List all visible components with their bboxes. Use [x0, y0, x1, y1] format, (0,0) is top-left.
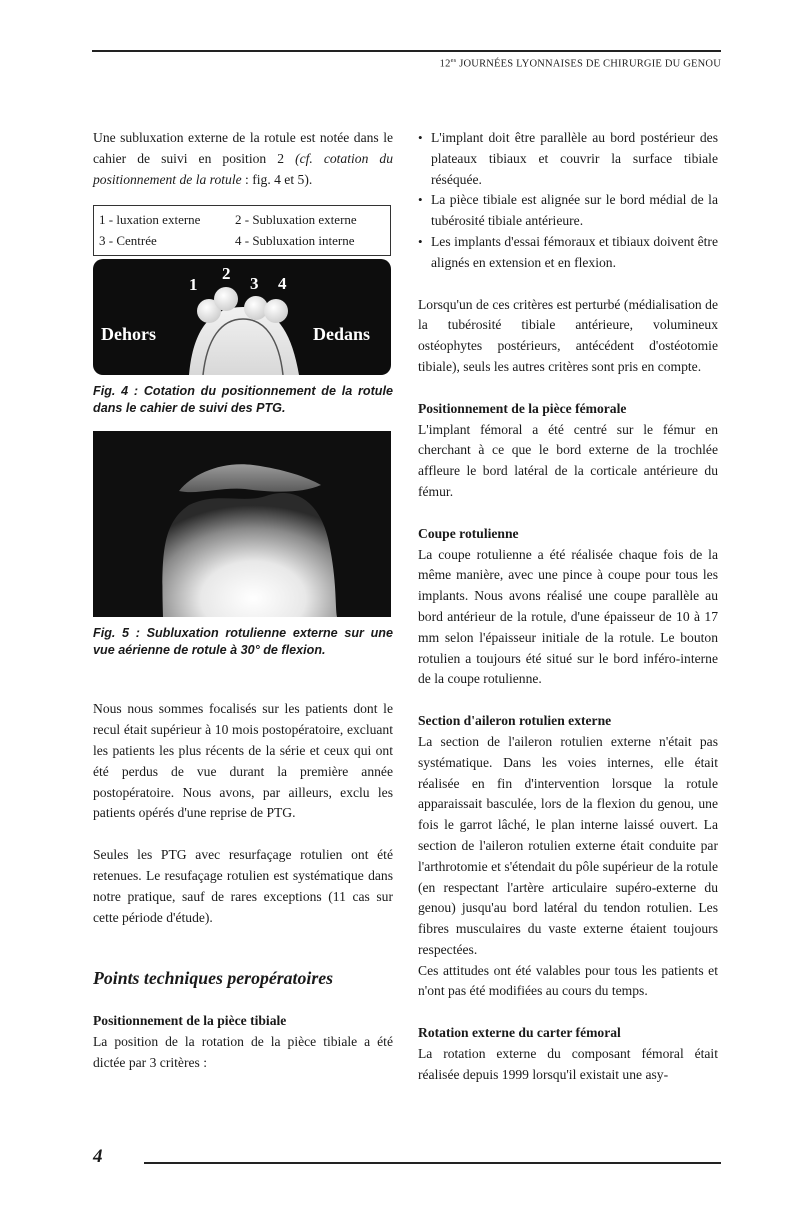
page-number: 4 [93, 1146, 103, 1167]
fig4-label-dedans: Dedans [313, 324, 371, 345]
paragraph-patients: Nous nous sommes focalisés sur les patients dont le recul était supérieur à 10 mois postopératoire, excluant les patients les plus récents de la série et ceux qui ont été perdus de vue durant la première année postopératoire. Nous avons, par ailleurs, exclu les patients opérés d'une reprise de PTG. [93, 701, 393, 821]
release-text-2: Ces attitudes ont été valables pour tous les patients et n'ont pas été modifiées au cours du temps. [418, 962, 718, 999]
paragraph-resurfacing: Seules les PTG avec resurfaçage rotulien ont été retenues. Le resufaçage rotulien est systématique dans notre pratique, sauf de rares exceptions (11 cas sur cette période d'étude). [93, 847, 393, 925]
running-header [440, 57, 721, 70]
fig4-diagram [93, 259, 391, 375]
section-title: Points techniques peropératoires [93, 968, 334, 989]
fig4-number-4: 4 [278, 274, 287, 294]
legend-1: 1 - luxation externe [99, 212, 201, 228]
legend-4: 4 - Subluxation interne [235, 233, 355, 249]
header-rule [92, 50, 721, 52]
femoral-text: L'implant fémoral a été centré sur le fémur en cherchant à ce que le bord externe de la trochlée affleure le bord latéral de la corticale antérieure du fémur. [418, 421, 718, 499]
fig5-caption: Fig. 5 : Subluxation rotulienne externe sur une vue aérienne de rotule à 30° de flexion. [93, 626, 393, 658]
fig4-number-2: 2 [222, 264, 231, 284]
header-ordinal: 12 [439, 58, 451, 70]
fig4-label-dehors: Dehors [101, 324, 156, 345]
intro-paragraph [93, 128, 393, 190]
legend-3: 3 - Centrée [99, 233, 157, 249]
header-ordinal-suffix: es [450, 57, 457, 64]
criteria-item: • L'implant doit être parallèle au bord postérieur des plateaux tibiaux et couvrir la surface tibiale réséquée. [418, 128, 718, 190]
tibial-heading: Positionnement de la pièce tibiale [93, 1013, 287, 1029]
fig5-svg [93, 431, 391, 617]
fig4-svg [93, 259, 391, 375]
femoral-condyle [162, 493, 337, 617]
header-title: JOURNÉES LYONNAISES DE CHIRURGIE DU GENOU [459, 58, 721, 70]
femoral-heading: Positionnement de la pièce fémorale [418, 400, 627, 416]
rotation-text: La rotation externe du composant fémoral était réalisée depuis 1999 lorsqu'il existait une asy- [418, 1046, 718, 1082]
criteria-item: • Les implants d'essai fémoraux et tibiaux doivent être alignés en extension et en flexion. [418, 232, 718, 274]
release-text: La section de l'aileron rotulien externe n'était pas systématique. Dans les voies internes, elle était réalisée en fin d'intervention lorsque la rotule apparaissait basculée, lors de la flexion du genou, une fois le garrot lâché, le plan interne laissé ouvert. La section de l'aileron rotulien externe était conduite par l'arthrotomie et s'étendait du pôle supérieur de la rotule (en respectant l'artère articulaire supéro-externe du genou) jusqu'au bord latéral du tendon rotulien. Les fibres musculaires du vaste externe étaient toujours respectées. [418, 733, 718, 957]
left-column [93, 128, 393, 1074]
legend-2: 2 - Subluxation externe [235, 212, 357, 228]
fig4-number-3: 3 [250, 274, 259, 294]
paragraph-criteria: Lorsqu'un de ces critères est perturbé (médialisation de la tubérosité tibiale antérieure, volumineux ostéophytes postérieurs, antécédent d'ostéotomie tibiale), seuls les autres critères sont pris en compte. [418, 296, 718, 374]
release-heading: Section d'aileron rotulien externe [418, 713, 612, 729]
fig4-legend [93, 205, 391, 256]
patella-position-4 [264, 299, 288, 323]
criteria-list [418, 128, 718, 274]
fig4-caption: Fig. 4 : Cotation du positionnement de la rotule dans le cahier de suivi des PTG. [93, 384, 393, 416]
patellar-text: La coupe rotulienne a été réalisée chaque fois de la même manière, avec une pince à coupe pour tous les implants. Nous avons réalisé une coupe parallèle au bord antérieur de la rotule, d'une épaisseur de 10 à 17 mm selon l'épaisseur initiale de la rotule. Le bouton rotulien a toujours été situé sur le bord inféro-interne de la coupe rotulienne. [418, 546, 718, 687]
criteria-item: • La pièce tibiale est alignée sur le bord médial de la tubérosité tibiale antérieure. [418, 190, 718, 232]
intro-tail: : fig. 4 et 5). [241, 171, 313, 187]
intro-italic: (cf. cotation du positionnement de la rotule [93, 150, 393, 187]
footer-rule [144, 1162, 721, 1164]
rotation-heading: Rotation externe du carter fémoral [418, 1025, 621, 1041]
intro-text: Une subluxation externe de la rotule est notée dans le cahier de suivi en position 2 [93, 130, 393, 166]
patellar-heading: Coupe rotulienne [418, 525, 519, 541]
fig5-radiograph [93, 431, 391, 617]
tibial-text: La position de la rotation de la pièce tibiale a été dictée par 3 critères : [93, 1034, 393, 1070]
right-column [418, 128, 718, 1086]
fig4-number-1: 1 [189, 275, 198, 295]
patella-position-2 [214, 287, 238, 311]
